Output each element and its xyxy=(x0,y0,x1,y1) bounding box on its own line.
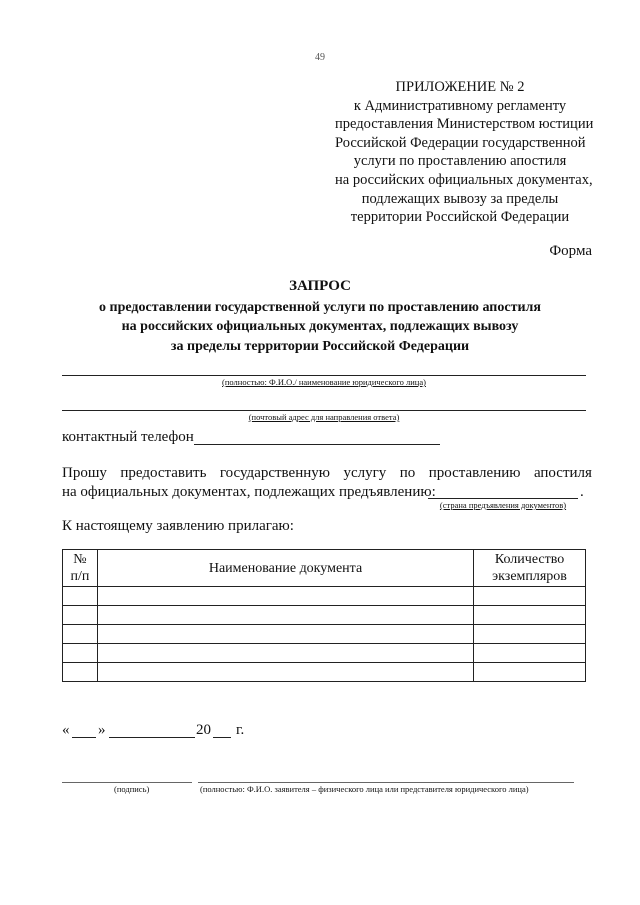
appendix-line: предоставления Министерством юстиции xyxy=(335,116,594,133)
cell-num[interactable] xyxy=(63,644,98,663)
date-year-prefix: 20 xyxy=(196,722,211,738)
title-line: на российских официальных документах, подлежащих вывозу xyxy=(121,319,519,334)
document-title xyxy=(0,277,640,356)
phone-input-line[interactable] xyxy=(194,444,440,445)
table-header-row xyxy=(63,550,586,587)
signer-name-line[interactable] xyxy=(198,782,574,783)
cell-document-name[interactable] xyxy=(97,625,473,644)
form-label: Форма xyxy=(549,243,592,259)
name-caption: (полностью: Ф.И.О./ наименование юридического лица) xyxy=(222,377,426,387)
cell-num[interactable] xyxy=(63,606,98,625)
appendix-line: на российских официальных документах, xyxy=(335,171,593,188)
cell-copies[interactable] xyxy=(474,644,586,663)
signer-name-caption: (полностью: Ф.И.О. заявителя – физического лица или представителя юридического лица) xyxy=(200,784,529,794)
attach-label: К настоящему заявлению прилагаю: xyxy=(62,518,294,534)
cell-copies[interactable] xyxy=(474,625,586,644)
header-copies: Количество экземпляров xyxy=(474,550,586,587)
cell-num[interactable] xyxy=(63,625,98,644)
page-number: 49 xyxy=(315,52,325,63)
header-document-name: Наименование документа xyxy=(97,550,473,587)
cell-copies[interactable] xyxy=(474,663,586,682)
title-main: ЗАПРОС xyxy=(289,278,351,294)
date-suffix: г. xyxy=(236,722,245,738)
cell-document-name[interactable] xyxy=(97,606,473,625)
address-caption: (почтовый адрес для направления ответа) xyxy=(248,412,400,422)
request-line-1: Прошу предоставить государственную услугу по проставлению апостиля xyxy=(62,465,592,481)
table-row xyxy=(63,663,586,682)
appendix-title: ПРИЛОЖЕНИЕ № 2 xyxy=(395,79,525,95)
request-line-2: на официальных документах, подлежащих предъявлению: xyxy=(62,484,436,500)
cell-copies[interactable] xyxy=(474,606,586,625)
appendix-line: подлежащих вывозу за пределы xyxy=(361,190,559,207)
cell-document-name[interactable] xyxy=(97,663,473,682)
address-input-line[interactable] xyxy=(62,410,586,411)
title-line: о предоставлении государственной услуги по проставлению апостиля xyxy=(99,299,541,315)
table-row xyxy=(63,606,586,625)
title-line: за пределы территории Российской Федерации xyxy=(170,338,470,354)
date-day-line[interactable] xyxy=(72,737,96,738)
phone-label: контактный телефон xyxy=(62,429,194,445)
request-period: . xyxy=(580,484,584,500)
date-open-quote: « xyxy=(62,722,70,738)
date-close-quote: » xyxy=(98,722,106,738)
appendix-line: к Административному регламенту xyxy=(353,97,567,114)
date-year-line[interactable] xyxy=(213,737,231,738)
signature-caption: (подпись) xyxy=(114,784,150,794)
country-input-line[interactable] xyxy=(428,498,578,499)
date-month-line[interactable] xyxy=(109,737,195,738)
appendix-line: территории Российской Федерации xyxy=(350,209,570,226)
country-caption: (страна предъявления документов) xyxy=(439,500,567,510)
table-row xyxy=(63,587,586,606)
cell-document-name[interactable] xyxy=(97,587,473,606)
table-row xyxy=(63,625,586,644)
header-num: № п/п xyxy=(63,550,98,587)
table-row xyxy=(63,644,586,663)
cell-num[interactable] xyxy=(63,663,98,682)
cell-document-name[interactable] xyxy=(97,644,473,663)
appendix-header xyxy=(335,78,594,227)
cell-num[interactable] xyxy=(63,587,98,606)
cell-copies[interactable] xyxy=(474,587,586,606)
signature-line[interactable] xyxy=(62,782,192,783)
name-input-line[interactable] xyxy=(62,375,586,376)
appendix-line: услуги по проставлению апостиля xyxy=(353,153,567,170)
documents-table xyxy=(62,549,586,682)
appendix-line: Российской Федерации государственной xyxy=(335,134,586,151)
